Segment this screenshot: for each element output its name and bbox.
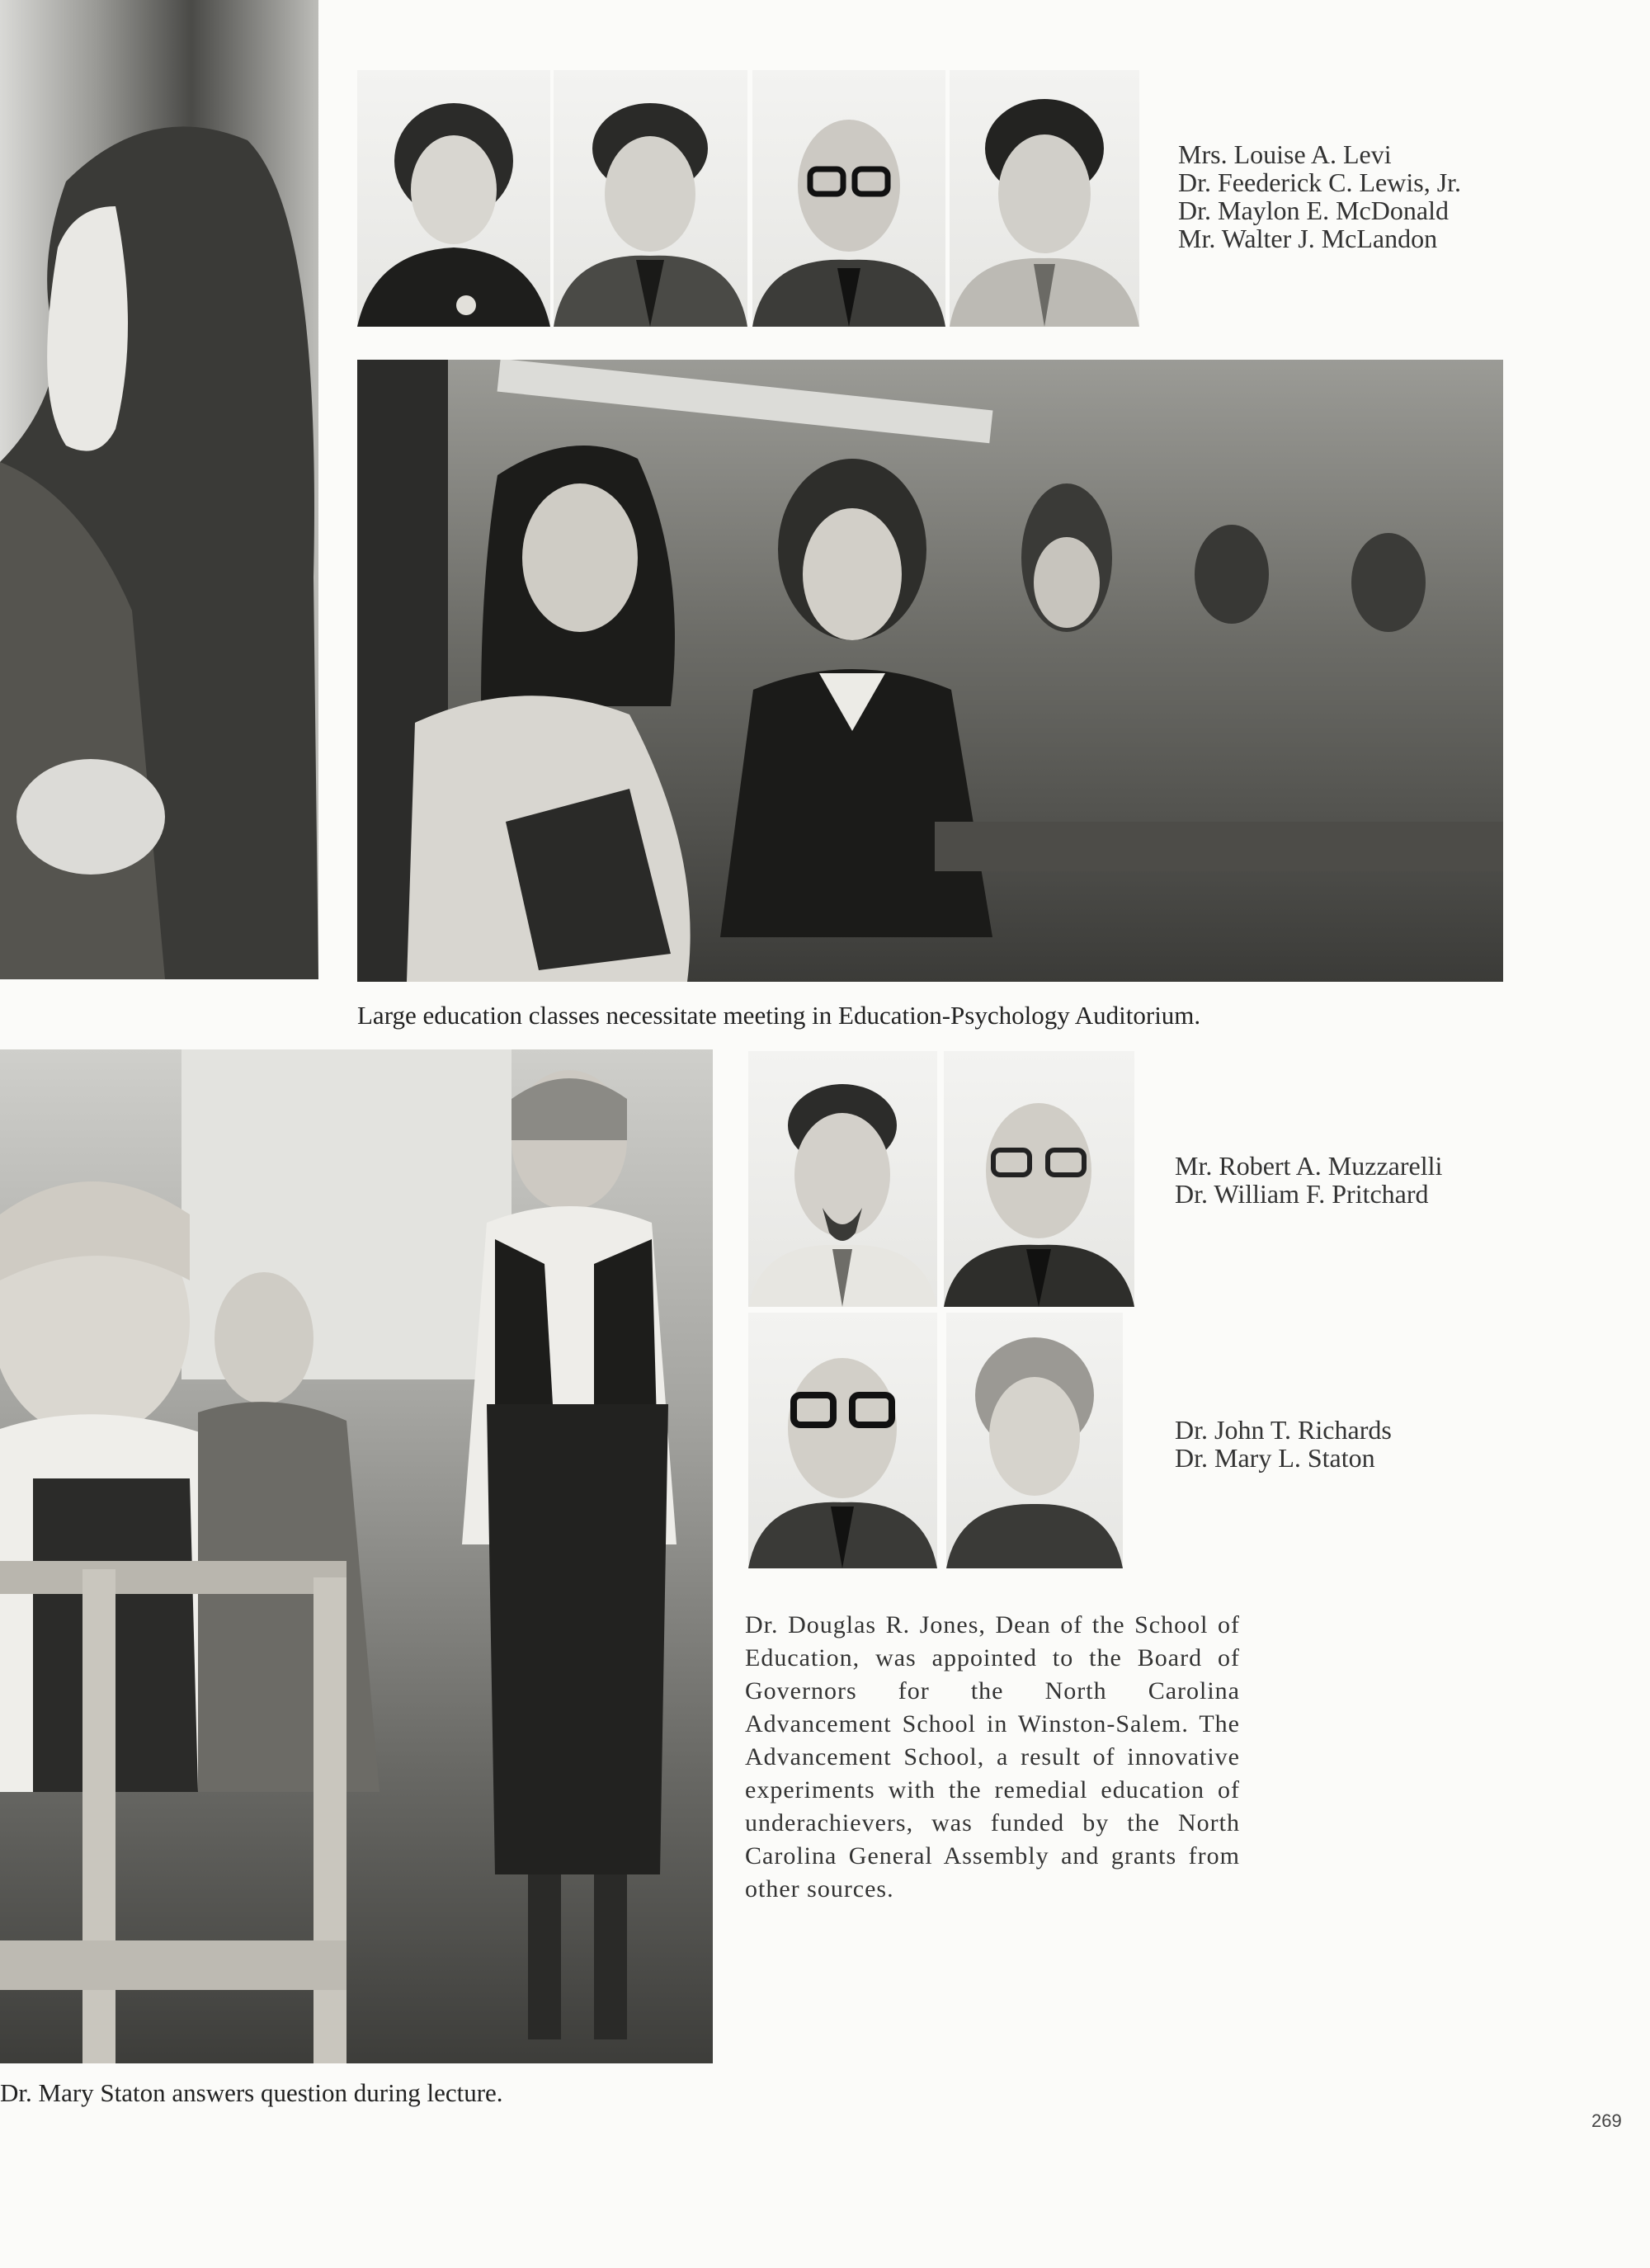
dean-paragraph: Dr. Douglas R. Jones, Dean of the School of Education, was appointed to the Board of Governors for the North Carolina Advancement School in Winston-Salem. The Advancement School, a result of innovative experiments with the remedial education of underachievers, was funded by the North Carolina General Assembly and grants from other sources. — [745, 1611, 1240, 1903]
portrait-maylon-mcdonald — [752, 70, 945, 327]
middle-faculty-names — [1175, 1152, 1442, 1208]
faculty-name: Mrs. Louise A. Levi — [1178, 139, 1392, 169]
faculty-name: Mr. Robert A. Muzzarelli — [1175, 1151, 1443, 1181]
portrait-william-pritchard — [944, 1051, 1134, 1307]
lecture-photo — [0, 1049, 713, 2063]
faculty-name: Mr. Walter J. McLandon — [1178, 224, 1438, 253]
faculty-name: Dr. Maylon E. McDonald — [1178, 196, 1449, 225]
portrait-mary-staton — [946, 1313, 1123, 1568]
top-faculty-names — [1178, 140, 1461, 252]
faculty-name: Dr. John T. Richards — [1175, 1415, 1392, 1445]
portrait-louise-levi — [357, 70, 550, 327]
portrait-feederick-lewis — [554, 70, 747, 327]
page-number: 269 — [1591, 2110, 1622, 2131]
bottom-faculty-names — [1175, 1416, 1392, 1472]
auditorium-class-photo — [357, 360, 1503, 982]
student-profile-photo — [0, 0, 318, 979]
faculty-name: Dr. Feederick C. Lewis, Jr. — [1178, 167, 1462, 197]
portrait-robert-muzzarelli — [748, 1051, 937, 1307]
lecture-caption: Dr. Mary Staton answers question during lecture. — [0, 2078, 503, 2107]
portrait-walter-mclandon — [950, 70, 1139, 327]
faculty-name: Dr. Mary L. Staton — [1175, 1443, 1375, 1473]
portrait-john-richards — [748, 1313, 937, 1568]
auditorium-caption: Large education classes necessitate meeting in Education-Psychology Auditorium. — [357, 1001, 1201, 1030]
faculty-name: Dr. William F. Pritchard — [1175, 1179, 1429, 1209]
